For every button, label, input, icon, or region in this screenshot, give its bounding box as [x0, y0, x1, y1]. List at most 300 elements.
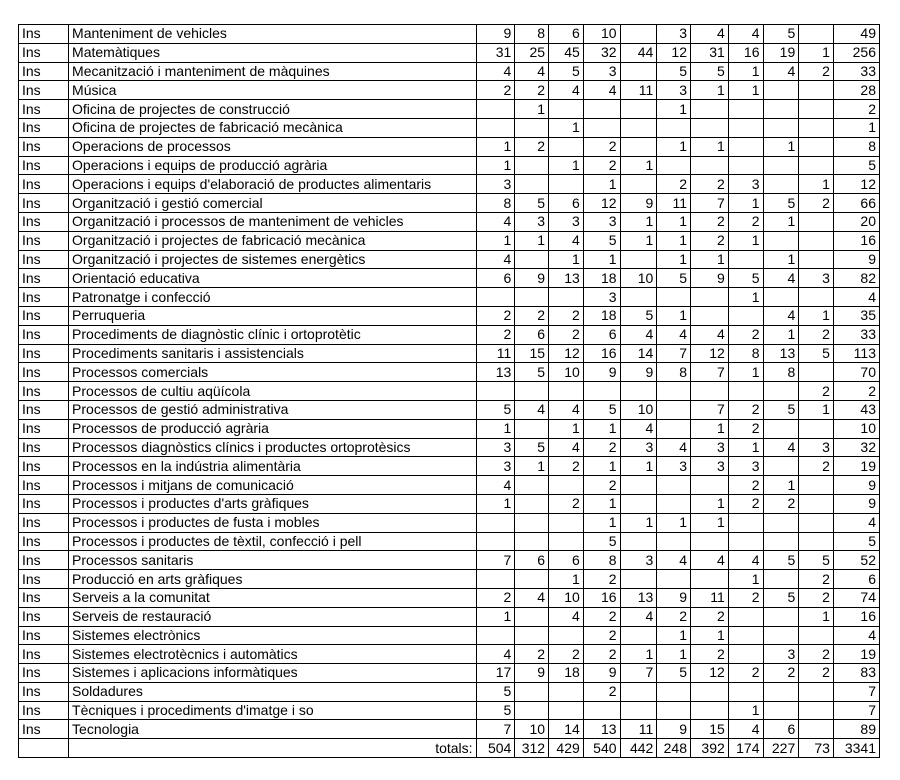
table-row [19, 532, 880, 551]
value-cell [549, 513, 584, 532]
value-cell [549, 288, 584, 307]
value-cell: 5 [691, 62, 729, 81]
value-cell: 3 [799, 269, 834, 288]
value-cell [476, 513, 515, 532]
value-cell: 18 [549, 664, 584, 683]
table-row [19, 156, 880, 175]
value-cell: 10 [515, 720, 549, 739]
value-cell: 6 [549, 551, 584, 570]
row-total-cell: 35 [833, 306, 879, 325]
value-cell [515, 419, 549, 438]
value-cell: 13 [476, 363, 515, 382]
value-cell: 6 [515, 551, 549, 570]
table-row [19, 194, 880, 213]
value-cell: 1 [476, 156, 515, 175]
value-cell: 1 [763, 250, 799, 269]
value-cell: 5 [515, 438, 549, 457]
totals-blank-cell [19, 739, 69, 758]
value-cell [515, 156, 549, 175]
value-cell [476, 570, 515, 589]
value-cell [515, 570, 549, 589]
value-cell [476, 626, 515, 645]
value-cell: 3 [657, 25, 691, 44]
category-cell: Ins [19, 231, 69, 250]
value-cell: 4 [583, 81, 620, 100]
value-cell: 2 [583, 156, 620, 175]
value-cell: 31 [476, 43, 515, 62]
value-cell: 1 [691, 137, 729, 156]
subject-name-cell: Sistemes electrotècnics i automàtics [69, 645, 477, 664]
value-cell [620, 137, 657, 156]
subject-name-cell: Processos de cultiu aqüícola [69, 382, 477, 401]
value-cell [763, 513, 799, 532]
row-total-cell: 28 [833, 81, 879, 100]
category-cell: Ins [19, 438, 69, 457]
value-cell: 4 [728, 25, 763, 44]
value-cell [691, 156, 729, 175]
value-cell [657, 156, 691, 175]
table-row [19, 682, 880, 701]
value-cell [691, 306, 729, 325]
subject-name-cell: Oficina de projectes de fabricació mecànica [69, 118, 477, 137]
value-cell [549, 532, 584, 551]
value-cell [657, 570, 691, 589]
category-cell: Ins [19, 212, 69, 231]
value-cell [763, 175, 799, 194]
value-cell: 1 [476, 607, 515, 626]
value-cell: 2 [549, 306, 584, 325]
value-cell: 1 [691, 81, 729, 100]
category-cell: Ins [19, 43, 69, 62]
value-cell [583, 382, 620, 401]
value-cell [657, 494, 691, 513]
value-cell: 2 [583, 438, 620, 457]
row-total-cell: 256 [833, 43, 879, 62]
value-cell [763, 156, 799, 175]
value-cell [799, 250, 834, 269]
table-row [19, 62, 880, 81]
table-row [19, 438, 880, 457]
subject-name-cell: Processos en la indústria alimentària [69, 457, 477, 476]
value-cell: 1 [620, 513, 657, 532]
value-cell [799, 513, 834, 532]
table-row [19, 25, 880, 44]
value-cell: 1 [728, 288, 763, 307]
value-cell: 2 [583, 570, 620, 589]
value-cell [476, 382, 515, 401]
value-cell: 1 [728, 231, 763, 250]
value-cell: 5 [657, 664, 691, 683]
value-cell [728, 250, 763, 269]
value-cell: 10 [583, 25, 620, 44]
category-cell: Ins [19, 81, 69, 100]
value-cell [763, 682, 799, 701]
value-cell: 4 [549, 81, 584, 100]
value-cell: 1 [763, 476, 799, 495]
value-cell [799, 25, 834, 44]
subject-name-cell: Perruqueria [69, 306, 477, 325]
value-cell [799, 137, 834, 156]
value-cell: 3 [583, 212, 620, 231]
value-cell: 5 [515, 194, 549, 213]
value-cell: 1 [620, 457, 657, 476]
value-cell: 17 [476, 664, 515, 683]
value-cell: 3 [583, 62, 620, 81]
value-cell [763, 607, 799, 626]
table-body [19, 25, 880, 758]
value-cell: 4 [476, 476, 515, 495]
value-cell: 1 [728, 194, 763, 213]
value-cell: 11 [691, 588, 729, 607]
column-total-cell: 540 [583, 739, 620, 758]
value-cell [799, 81, 834, 100]
value-cell: 9 [657, 588, 691, 607]
value-cell: 4 [657, 325, 691, 344]
value-cell [620, 250, 657, 269]
value-cell [763, 118, 799, 137]
table-row [19, 607, 880, 626]
value-cell: 1 [728, 62, 763, 81]
value-cell [763, 701, 799, 720]
value-cell: 18 [583, 306, 620, 325]
value-cell: 3 [728, 175, 763, 194]
value-cell: 4 [476, 62, 515, 81]
value-cell: 8 [515, 25, 549, 44]
subject-name-cell: Orientació educativa [69, 269, 477, 288]
subject-name-cell: Mecanització i manteniment de màquines [69, 62, 477, 81]
value-cell: 1 [549, 419, 584, 438]
subject-name-cell: Música [69, 81, 477, 100]
subject-name-cell: Operacions de processos [69, 137, 477, 156]
value-cell: 2 [799, 325, 834, 344]
value-cell: 4 [620, 607, 657, 626]
value-cell: 3 [657, 81, 691, 100]
row-total-cell: 9 [833, 250, 879, 269]
value-cell: 6 [476, 269, 515, 288]
value-cell: 2 [728, 588, 763, 607]
value-cell: 2 [583, 476, 620, 495]
value-cell [799, 231, 834, 250]
value-cell: 1 [549, 250, 584, 269]
value-cell: 4 [515, 62, 549, 81]
value-cell: 32 [583, 43, 620, 62]
row-total-cell: 70 [833, 363, 879, 382]
category-cell: Ins [19, 645, 69, 664]
value-cell: 12 [549, 344, 584, 363]
value-cell: 2 [799, 382, 834, 401]
value-cell [515, 626, 549, 645]
value-cell [799, 494, 834, 513]
subject-name-cell: Organització i projectes de sistemes energètics [69, 250, 477, 269]
row-total-cell: 16 [833, 607, 879, 626]
value-cell: 31 [691, 43, 729, 62]
value-cell: 10 [620, 400, 657, 419]
value-cell: 5 [476, 701, 515, 720]
value-cell: 2 [728, 325, 763, 344]
subject-name-cell: Matemàtiques [69, 43, 477, 62]
value-cell: 1 [763, 212, 799, 231]
value-cell: 1 [515, 457, 549, 476]
value-cell: 1 [763, 137, 799, 156]
value-cell [799, 363, 834, 382]
value-cell [620, 100, 657, 119]
value-cell: 1 [549, 156, 584, 175]
value-cell [620, 701, 657, 720]
value-cell: 45 [549, 43, 584, 62]
subject-name-cell: Processos i mitjans de comunicació [69, 476, 477, 495]
row-total-cell: 12 [833, 175, 879, 194]
value-cell [515, 682, 549, 701]
value-cell [691, 570, 729, 589]
value-cell [799, 100, 834, 119]
row-total-cell: 83 [833, 664, 879, 683]
row-total-cell: 19 [833, 645, 879, 664]
value-cell [476, 288, 515, 307]
value-cell: 7 [620, 664, 657, 683]
value-cell [549, 175, 584, 194]
value-cell: 4 [549, 231, 584, 250]
row-total-cell: 16 [833, 231, 879, 250]
value-cell [515, 288, 549, 307]
table-row [19, 100, 880, 119]
value-cell: 8 [763, 363, 799, 382]
table-row [19, 626, 880, 645]
subject-name-cell: Procediments de diagnòstic clínic i ortoprotètic [69, 325, 477, 344]
table-row [19, 43, 880, 62]
value-cell [657, 118, 691, 137]
table-row [19, 344, 880, 363]
subject-name-cell: Sistemes i aplicacions informàtiques [69, 664, 477, 683]
row-total-cell: 32 [833, 438, 879, 457]
value-cell: 2 [799, 645, 834, 664]
column-total-cell: 504 [476, 739, 515, 758]
value-cell [799, 288, 834, 307]
category-cell: Ins [19, 720, 69, 739]
value-cell [763, 382, 799, 401]
value-cell: 2 [549, 494, 584, 513]
value-cell [691, 682, 729, 701]
value-cell: 1 [583, 250, 620, 269]
value-cell: 8 [728, 344, 763, 363]
subject-name-cell: Processos comercials [69, 363, 477, 382]
value-cell: 2 [728, 476, 763, 495]
column-total-cell: 312 [515, 739, 549, 758]
value-cell: 2 [515, 306, 549, 325]
category-cell: Ins [19, 400, 69, 419]
value-cell: 1 [728, 438, 763, 457]
value-cell: 5 [657, 269, 691, 288]
value-cell: 2 [657, 175, 691, 194]
row-total-cell: 9 [833, 476, 879, 495]
value-cell [657, 701, 691, 720]
value-cell: 10 [620, 269, 657, 288]
category-cell: Ins [19, 419, 69, 438]
value-cell: 2 [583, 645, 620, 664]
value-cell: 2 [728, 400, 763, 419]
value-cell: 1 [515, 231, 549, 250]
value-cell: 12 [691, 344, 729, 363]
row-total-cell: 7 [833, 682, 879, 701]
value-cell: 4 [763, 438, 799, 457]
value-cell [728, 137, 763, 156]
table-row [19, 457, 880, 476]
row-total-cell: 10 [833, 419, 879, 438]
value-cell: 4 [620, 325, 657, 344]
subject-name-cell: Manteniment de vehicles [69, 25, 477, 44]
table-row [19, 513, 880, 532]
value-cell: 3 [620, 438, 657, 457]
table-row [19, 306, 880, 325]
table-row [19, 720, 880, 739]
value-cell: 5 [763, 400, 799, 419]
table-row [19, 363, 880, 382]
value-cell: 1 [620, 156, 657, 175]
row-total-cell: 1 [833, 118, 879, 137]
value-cell [763, 81, 799, 100]
value-cell: 2 [476, 588, 515, 607]
value-cell: 13 [620, 588, 657, 607]
value-cell: 1 [583, 494, 620, 513]
value-cell [620, 25, 657, 44]
value-cell: 2 [799, 62, 834, 81]
value-cell: 15 [691, 720, 729, 739]
table-row [19, 325, 880, 344]
value-cell [657, 532, 691, 551]
value-cell: 5 [476, 400, 515, 419]
value-cell [728, 513, 763, 532]
value-cell [476, 118, 515, 137]
row-total-cell: 89 [833, 720, 879, 739]
value-cell: 1 [799, 400, 834, 419]
value-cell [657, 288, 691, 307]
value-cell: 13 [583, 720, 620, 739]
value-cell [657, 419, 691, 438]
value-cell: 9 [657, 720, 691, 739]
row-total-cell: 7 [833, 701, 879, 720]
subject-name-cell: Processos de producció agrària [69, 419, 477, 438]
value-cell: 1 [657, 212, 691, 231]
value-cell: 5 [583, 231, 620, 250]
value-cell [728, 645, 763, 664]
value-cell: 12 [583, 194, 620, 213]
value-cell: 6 [583, 325, 620, 344]
value-cell: 2 [691, 607, 729, 626]
value-cell [583, 100, 620, 119]
value-cell: 4 [476, 645, 515, 664]
subject-name-cell: Procediments sanitaris i assistencials [69, 344, 477, 363]
value-cell: 3 [620, 551, 657, 570]
value-cell [549, 701, 584, 720]
category-cell: Ins [19, 25, 69, 44]
table-row [19, 382, 880, 401]
value-cell: 4 [691, 25, 729, 44]
value-cell: 5 [763, 25, 799, 44]
value-cell: 6 [549, 25, 584, 44]
value-cell: 2 [515, 645, 549, 664]
table-row [19, 250, 880, 269]
value-cell: 9 [620, 363, 657, 382]
value-cell: 3 [476, 438, 515, 457]
value-cell [549, 137, 584, 156]
value-cell: 5 [583, 400, 620, 419]
column-total-cell: 429 [549, 739, 584, 758]
value-cell: 2 [583, 137, 620, 156]
value-cell: 12 [657, 43, 691, 62]
table-row [19, 701, 880, 720]
value-cell [728, 118, 763, 137]
value-cell: 1 [657, 306, 691, 325]
value-cell: 2 [657, 607, 691, 626]
value-cell [549, 382, 584, 401]
value-cell: 2 [691, 645, 729, 664]
value-cell: 1 [799, 43, 834, 62]
value-cell: 9 [583, 363, 620, 382]
value-cell [620, 118, 657, 137]
value-cell: 10 [549, 363, 584, 382]
value-cell: 6 [549, 194, 584, 213]
value-cell: 4 [549, 607, 584, 626]
row-total-cell: 33 [833, 62, 879, 81]
value-cell: 1 [763, 325, 799, 344]
value-cell [728, 100, 763, 119]
value-cell: 3 [691, 457, 729, 476]
value-cell [620, 494, 657, 513]
subject-name-cell: Operacions i equips de producció agrària [69, 156, 477, 175]
table-row [19, 588, 880, 607]
table-row [19, 231, 880, 250]
value-cell [476, 532, 515, 551]
subject-name-cell: Processos de gestió administrativa [69, 400, 477, 419]
table-row [19, 400, 880, 419]
value-cell: 4 [476, 212, 515, 231]
value-cell [691, 100, 729, 119]
category-cell: Ins [19, 194, 69, 213]
column-total-cell: 227 [763, 739, 799, 758]
value-cell [799, 118, 834, 137]
value-cell: 12 [691, 664, 729, 683]
column-total-cell: 73 [799, 739, 834, 758]
value-cell: 9 [515, 269, 549, 288]
subject-name-cell: Operacions i equips d'elaboració de productes alimentaris [69, 175, 477, 194]
value-cell: 1 [728, 363, 763, 382]
value-cell [799, 720, 834, 739]
value-cell: 5 [549, 62, 584, 81]
category-cell: Ins [19, 118, 69, 137]
value-cell: 16 [583, 588, 620, 607]
value-cell: 1 [728, 701, 763, 720]
category-cell: Ins [19, 175, 69, 194]
value-cell: 3 [515, 212, 549, 231]
value-cell: 1 [691, 494, 729, 513]
value-cell: 1 [728, 570, 763, 589]
value-cell: 13 [549, 269, 584, 288]
subject-name-cell: Processos sanitaris [69, 551, 477, 570]
value-cell: 7 [691, 363, 729, 382]
value-cell: 4 [515, 400, 549, 419]
value-cell: 6 [763, 720, 799, 739]
value-cell: 1 [476, 137, 515, 156]
value-cell [691, 382, 729, 401]
value-cell [728, 532, 763, 551]
value-cell [657, 682, 691, 701]
category-cell: Ins [19, 457, 69, 476]
value-cell: 11 [620, 81, 657, 100]
value-cell [691, 288, 729, 307]
row-total-cell: 4 [833, 288, 879, 307]
value-cell [515, 476, 549, 495]
category-cell: Ins [19, 382, 69, 401]
value-cell: 2 [691, 231, 729, 250]
